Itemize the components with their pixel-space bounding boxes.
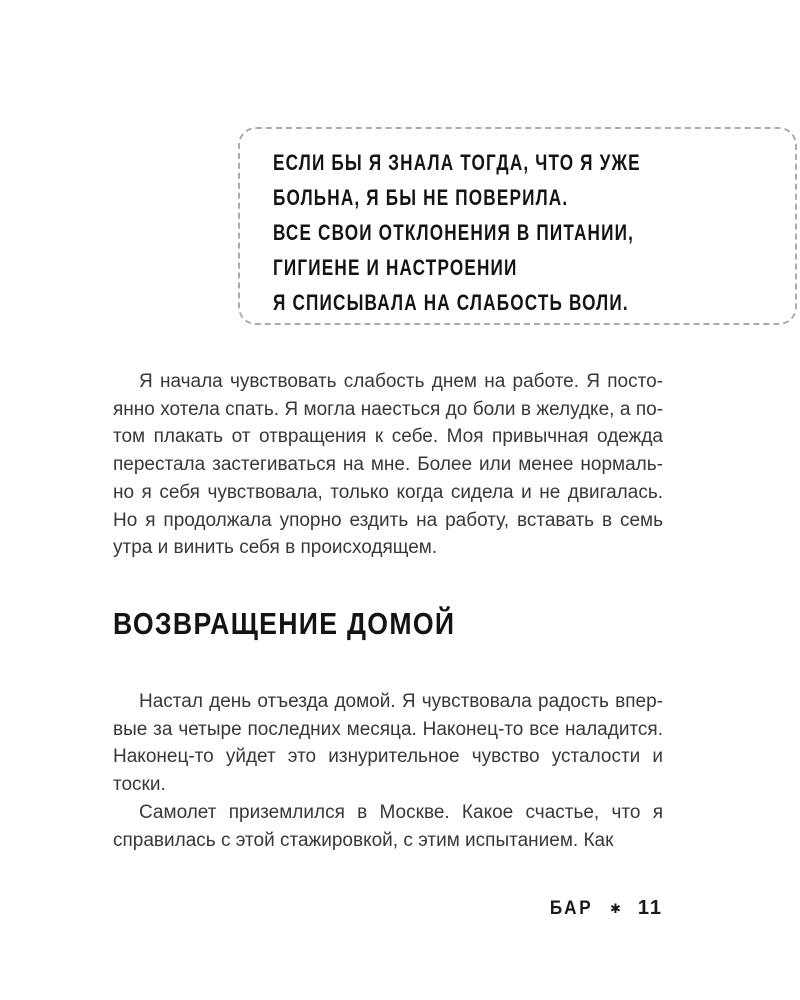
quote-line: ВСЕ СВОИ ОТКЛОНЕНИЯ В ПИТАНИИ, — [273, 220, 635, 245]
star-separator-icon: ✱ — [609, 901, 621, 916]
chapter-text-block — [113, 688, 663, 854]
intro-paragraph: Я начала чувствовать слабость днем на работе. Я постоянно хотела спать. Я могла наесться до боли в желудке, а потом плакать от отвращения к себе. Моя привычная одежда перестала застегиваться на мне. Более или менее нормально я себя чувствовала, только когда сидела и не двигалась. Но я продолжала упорно ездить на работу, вставать в семь утра и винить себя в происходящем. — [113, 371, 663, 559]
chapter-paragraph: Настал день отъезда домой. Я чувствовала радость впервые за четыре последних месяца. Наконец-то все наладится. Наконец-то уйдет это изнурительное чувство усталости и тоски. — [113, 691, 663, 796]
chapter-heading: ВОЗВРАЩЕНИЕ ДОМОЙ — [113, 606, 456, 641]
quote-line: БОЛЬНА, Я БЫ НЕ ПОВЕРИЛА. — [273, 185, 569, 210]
footer-page-number: 11 — [637, 897, 663, 919]
quote-line: ГИГИЕНЕ И НАСТРОЕНИИ — [273, 255, 518, 280]
quote-line: ЕСЛИ БЫ Я ЗНАЛА ТОГДА, ЧТО Я УЖЕ — [273, 150, 641, 175]
footer-book-title: БАР — [549, 897, 593, 919]
chapter-paragraph: Самолет приземлился в Москве. Какое счастье, что я справилась с этой стажировкой, с этим испытанием. Как — [113, 801, 663, 851]
quote-line: Я СПИСЫВАЛА НА СЛАБОСТЬ ВОЛИ. — [273, 290, 629, 315]
epigraph-quote-box — [238, 127, 797, 325]
page-footer — [113, 897, 663, 920]
intro-text-block — [113, 368, 663, 562]
